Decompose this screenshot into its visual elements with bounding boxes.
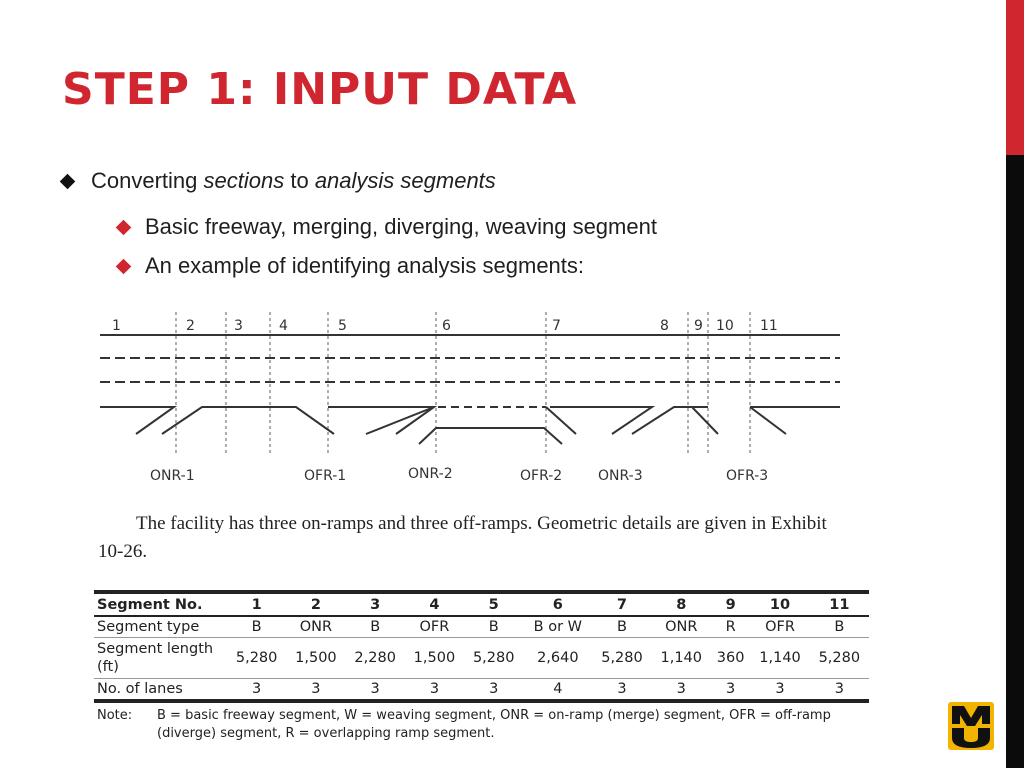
table-row xyxy=(94,638,869,679)
header-segment-number: 5 xyxy=(464,594,523,616)
ramp-label: ONR-3 xyxy=(598,468,643,484)
table-cell: 4 xyxy=(553,681,563,697)
row-label: No. of lanes xyxy=(97,681,183,697)
segment-exhibit xyxy=(94,590,869,743)
table-cell: ONR xyxy=(286,616,345,638)
table-cell: B xyxy=(810,616,869,638)
table-row xyxy=(94,616,869,638)
ofr2-edge xyxy=(546,407,576,434)
table-cell: B xyxy=(227,616,286,638)
table-cell: 5,280 xyxy=(464,638,523,679)
freeway-segment-diagram xyxy=(96,310,846,495)
table-row xyxy=(94,679,869,700)
table-cell: 3 xyxy=(726,681,736,697)
bullet-level1-text: Converting sections to analysis segments xyxy=(91,168,496,193)
segment-number: 4 xyxy=(279,318,288,334)
table-cell: 3 xyxy=(775,681,785,697)
bullet-level1 xyxy=(62,168,496,194)
diamond-bullet-icon xyxy=(60,173,76,189)
table-bottom-rule xyxy=(94,699,869,703)
segment-number: 2 xyxy=(186,318,195,334)
header-segment-number: 11 xyxy=(810,594,869,616)
ofr3-edge xyxy=(750,407,786,434)
table-cell: B or W xyxy=(523,616,592,638)
header-label: Segment No. xyxy=(94,594,227,616)
ofr1-outer-edge xyxy=(328,407,434,434)
segment-number: 3 xyxy=(234,318,243,334)
header-segment-number: 6 xyxy=(523,594,592,616)
table-cell: 3 xyxy=(370,681,380,697)
table-cell: OFR xyxy=(750,616,809,638)
segment-table xyxy=(94,594,869,699)
segment-number: 10 xyxy=(716,318,734,334)
ramp-label: OFR-2 xyxy=(520,468,563,484)
note-label: Note: xyxy=(97,708,133,723)
diamond-bullet-icon xyxy=(116,219,132,235)
segment-number: 6 xyxy=(442,318,451,334)
table-cell: 3 xyxy=(834,681,844,697)
table-cell: 1,500 xyxy=(405,638,464,679)
header-segment-number: 2 xyxy=(286,594,345,616)
table-cell: 2,280 xyxy=(346,638,405,679)
table-cell: 5,280 xyxy=(810,638,869,679)
side-accent-black xyxy=(1006,155,1024,768)
bullet-level2-1: Basic freeway, merging, diverging, weaving segment xyxy=(118,214,657,240)
onr1-outer-edge xyxy=(100,407,174,434)
slide-title: STEP 1: INPUT DATA xyxy=(62,64,578,115)
freeway-diagram-svg xyxy=(96,310,846,490)
table-header-row xyxy=(94,594,869,616)
table-cell: R xyxy=(711,616,751,638)
note-text: B = basic freeway segment, W = weaving segment, ONR = on-ramp (merge) segment, OFR = off-ramp (diverge) segment, R = overlapping ramp segment. xyxy=(157,708,831,741)
header-segment-number: 4 xyxy=(405,594,464,616)
header-segment-number: 10 xyxy=(750,594,809,616)
segment-number: 11 xyxy=(760,318,778,334)
diamond-bullet-icon xyxy=(116,258,132,274)
onr2-ofr2-gore xyxy=(419,428,562,444)
diagram-caption: The facility has three on-ramps and three off-ramps. Geometric details are given in Exhibit 10-26. xyxy=(98,513,827,562)
table-cell: 5,280 xyxy=(227,638,286,679)
table-cell: 1,140 xyxy=(750,638,809,679)
table-cell: 5,280 xyxy=(592,638,651,679)
table-cell: B xyxy=(346,616,405,638)
table-cell: 3 xyxy=(311,681,321,697)
table-cell: 360 xyxy=(711,638,751,679)
row-label: Segment type xyxy=(94,616,227,638)
table-cell: B xyxy=(592,616,651,638)
onr1-ofr1-gore xyxy=(162,407,334,434)
table-cell: OFR xyxy=(405,616,464,638)
header-segment-number: 8 xyxy=(652,594,711,616)
table-cell: 3 xyxy=(429,681,440,697)
table-cell: 3 xyxy=(252,681,262,697)
ramp-label: ONR-1 xyxy=(150,468,195,484)
bullet-level2-2: An example of identifying analysis segments: xyxy=(118,253,584,279)
segment-number: 1 xyxy=(112,318,121,334)
university-logo xyxy=(948,702,994,750)
header-segment-number: 7 xyxy=(592,594,651,616)
ramp-label: OFR-1 xyxy=(304,468,347,484)
segment-number: 8 xyxy=(660,318,669,334)
row-label: Segment length (ft) xyxy=(94,638,227,679)
ramp-label: ONR-2 xyxy=(408,466,453,482)
table-cell: 3 xyxy=(489,681,499,697)
table-note xyxy=(94,707,869,743)
table-cell: B xyxy=(464,616,523,638)
header-segment-number: 9 xyxy=(711,594,751,616)
header-segment-number: 3 xyxy=(346,594,405,616)
table-cell: 1,140 xyxy=(652,638,711,679)
table-cell: 3 xyxy=(676,681,686,697)
table-cell: 2,640 xyxy=(523,638,592,679)
table-cell: ONR xyxy=(652,616,711,638)
header-segment-number: 1 xyxy=(227,594,286,616)
table-cell: 1,500 xyxy=(286,638,345,679)
segment-number: 9 xyxy=(694,318,703,334)
ramp-label: OFR-3 xyxy=(726,468,769,484)
table-cell: 3 xyxy=(617,681,627,697)
side-accent-red xyxy=(1006,0,1024,155)
segment-number: 7 xyxy=(552,318,561,334)
segment-number: 5 xyxy=(338,318,347,334)
